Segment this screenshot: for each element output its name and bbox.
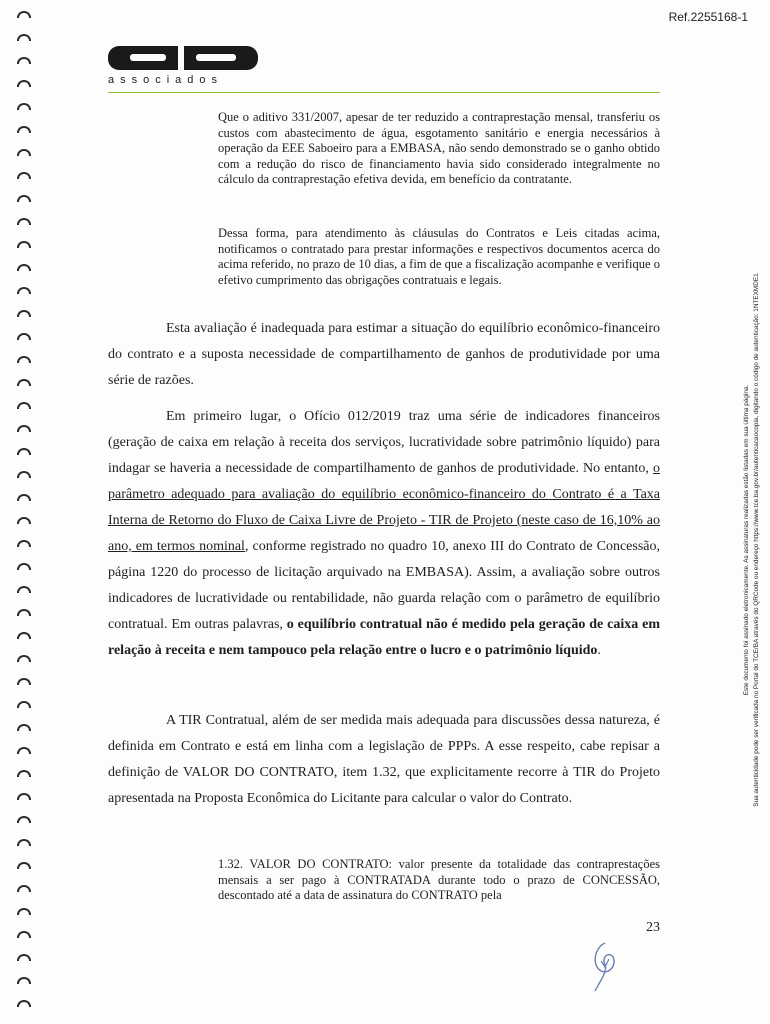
bold-text: o equilíbrio contratual não é medido pela geração de caixa em relação à receita e nem tampouco pela relação entre o lucro e o patrimônio líquido [108, 617, 660, 658]
binding-ring [18, 909, 30, 915]
paragraph-text: , conforme registrado no quadro 10, anexo III do Contrato de Concessão, página 1220 do processo de licitação arquivado na EMBASA). Assim, a avaliação sobre outros indicadores de lucratividade ou rentabilidade, não guarda relação com o parâmetro de equilíbrio contratual. Em outras palavras, [108, 539, 660, 632]
paragraph-tir-contratual: A TIR Contratual, além de ser medida mais adequada para discussões dessa natureza, é definida em Contrato e está em linha com a legislação de PPPs. A esse respeito, cabe repisar a definição de VALOR DO CONTRATO, item 1.32, que explicitamente recorre à TIR do Projeto apresentada na Proposta Econômica do Licitante para calcular o valor do Contrato. [108, 713, 660, 806]
binding-ring [18, 794, 30, 800]
binding-ring [18, 472, 30, 478]
binding-ring [18, 242, 30, 248]
binding-ring [18, 58, 30, 64]
binding-ring [18, 725, 30, 731]
binding-ring [18, 403, 30, 409]
binding-ring [18, 633, 30, 639]
binding-ring [18, 518, 30, 524]
header-divider [108, 92, 660, 93]
binding-ring [18, 587, 30, 593]
binding-ring [18, 35, 30, 41]
company-logo [108, 44, 262, 72]
quote-block-valor-contrato: 1.32. VALOR DO CONTRATO: valor presente da totalidade das contraprestações mensais a ser pago à CONTRATADA durante todo o prazo de CONCESSÃO, descontado até a data de assinatura do CONTRATO pela [218, 857, 660, 902]
stamp-line-1: Este documento foi assinado eletronicamente. As assinaturas realizadas estão listadas em sua última página. [743, 384, 750, 696]
binding-ring [18, 288, 30, 294]
binding-ring [18, 748, 30, 754]
binding-ring [18, 449, 30, 455]
binding-ring [18, 104, 30, 110]
stamp-line-2: Sua autenticidade pode ser verificada no Portal do TCE/BA através do QRCode ou endereço https://www.tce.ba.gov.br/autenticacaocopia, digitando o código de autenticação: 1NTEXMDE1 [753, 273, 760, 807]
binding-ring [18, 564, 30, 570]
binding-ring [18, 150, 30, 156]
binding-ring [18, 863, 30, 869]
binding-ring [18, 380, 30, 386]
spiral-binding [14, 0, 38, 1024]
page-number: 23 [646, 920, 660, 935]
binding-ring [18, 311, 30, 317]
binding-ring [18, 840, 30, 846]
binding-ring [18, 932, 30, 938]
authentication-stamp [742, 180, 770, 900]
binding-ring [18, 426, 30, 432]
binding-ring [18, 886, 30, 892]
binding-ring [18, 357, 30, 363]
signature-initials [575, 935, 635, 995]
binding-ring [18, 656, 30, 662]
binding-ring [18, 81, 30, 87]
logo-subtitle: associados [108, 74, 224, 86]
binding-ring [18, 265, 30, 271]
paragraph-text: Em primeiro lugar, o Ofício 012/2019 traz uma série de indicadores financeiros (geração de caixa em relação à receita dos serviços, lucratividade sobre patrimônio líquido) para indagar se haveria a necessidade de compartilhamento de ganhos de produtividade. No entanto, [108, 409, 660, 476]
binding-ring [18, 978, 30, 984]
paragraph-primeiro-lugar [108, 404, 660, 664]
binding-ring [18, 771, 30, 777]
binding-ring [18, 1001, 30, 1007]
paragraph-avaliacao-inadequada: Esta avaliação é inadequada para estimar a situação do equilíbrio econômico-financeiro do contrato e a suposta necessidade de compartilhamento de ganhos de produtividade por uma série de razões. [108, 321, 660, 388]
paragraph-text: . [597, 643, 601, 658]
document-reference: Ref.2255168-1 [668, 10, 748, 24]
binding-ring [18, 817, 30, 823]
binding-ring [18, 173, 30, 179]
binding-ring [18, 702, 30, 708]
underlined-text: o parâmetro adequado para avaliação do equilíbrio econômico-financeiro do Contrato é a Taxa Interna de Retorno do Fluxo de Caixa Livre de Projeto - TIR de Projeto (neste caso de 16,10% ao ano, em termos nominal [108, 461, 660, 554]
quote-block-notificacao: Dessa forma, para atendimento às cláusulas do Contratos e Leis citadas acima, notificamos o contratado para prestar informações e respectivos documentos acerca do acima referido, no prazo de 10 dias, a fim de que a fiscalização acompanhe e verifique o efetivo cumprimento das obrigações contratuais e legais. [218, 226, 660, 287]
binding-ring [18, 610, 30, 616]
binding-ring [18, 127, 30, 133]
binding-ring [18, 219, 30, 225]
binding-ring [18, 334, 30, 340]
binding-ring [18, 12, 30, 18]
binding-ring [18, 196, 30, 202]
binding-ring [18, 955, 30, 961]
binding-ring [18, 495, 30, 501]
quote-block-aditivo: Que o aditivo 331/2007, apesar de ter reduzido a contraprestação mensal, transferiu os custos com abastecimento de água, esgotamento sanitário e energia necessários à operação da EEE Saboeiro para a EMBASA, não sendo demonstrado se o ganho obtido com a redução do risco de financiamento havia sido considerado integralmente no cálculo da contraprestação efetiva devida, em benefício da contratante. [218, 110, 660, 186]
binding-ring [18, 679, 30, 685]
binding-ring [18, 541, 30, 547]
